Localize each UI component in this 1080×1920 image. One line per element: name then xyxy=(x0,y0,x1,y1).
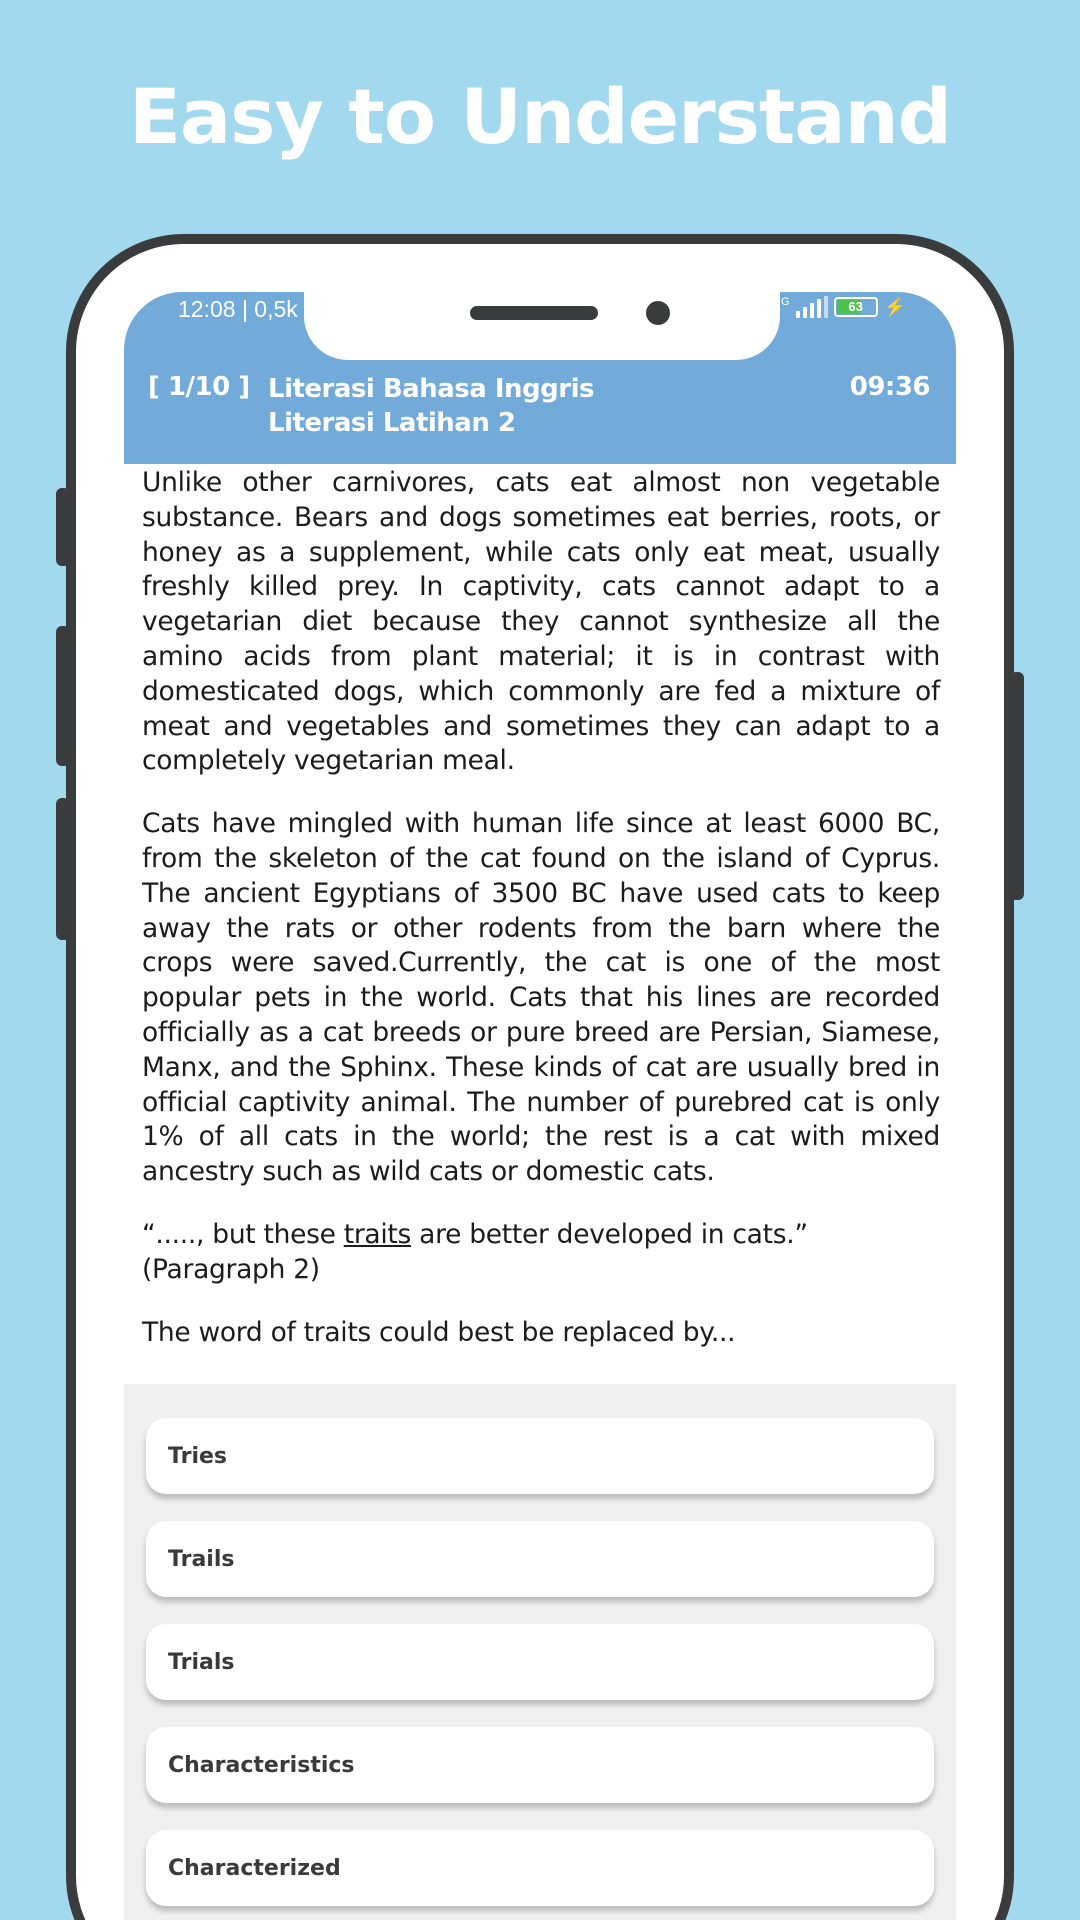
answer-option[interactable]: Trials xyxy=(146,1624,934,1700)
answer-option[interactable]: Characterized xyxy=(146,1830,934,1906)
quote-after: are better developed in cats.” (Paragraph 2) xyxy=(142,1218,808,1285)
app-bar xyxy=(124,362,956,464)
underlined-word: traits xyxy=(343,1218,412,1250)
headline: Easy to Understand xyxy=(128,72,952,161)
signal-icon xyxy=(796,296,828,318)
question-counter: [ 1/10 ] xyxy=(148,372,250,402)
phone-notch xyxy=(304,292,780,360)
passage-paragraph-1: Unlike other carnivores, cats eat almost non vegetable substance. Bears and dogs sometimes eat berries, roots, or honey as a supplement, while cats only eat meat, usually freshly killed prey. In captivity, cats cannot adapt to a vegetarian diet because they cannot synthesize all the amino acids from plant material; it is in contrast with domesticated dogs, which commonly are fed a mixture of meat and vegetables and sometimes they can adapt to a completely vegetarian meal. xyxy=(142,467,940,777)
status-time: 12:08 | 0,5k xyxy=(178,296,298,322)
question-text: The word of traits could best be replaced by... xyxy=(142,1316,736,1348)
quote-before: “....., but these xyxy=(142,1218,344,1250)
quiz-title: Literasi Bahasa Inggris Literasi Latihan 2 xyxy=(268,374,594,438)
answer-option[interactable]: Characteristics xyxy=(146,1727,934,1803)
status-icons xyxy=(781,296,906,318)
quoted-sentence xyxy=(142,1218,940,1288)
question-content xyxy=(124,464,956,1384)
battery-percent: 63 xyxy=(848,299,863,314)
speaker-grille xyxy=(470,306,598,320)
network-type-label: G xyxy=(781,296,790,308)
passage-paragraph-2: Cats have mingled with human life since at least 6000 BC, from the skeleton of the cat found on the island of Cyprus. The ancient Egyptians of 3500 BC have used cats to keep away the rats or other rodents from the barn where the crops were saved.Currently, the cat is one of the most popular pets in the world. Cats that his lines are recorded officially as a cat breeds or pure breed are Persian, Siamese, Manx, and the Sphinx. These kinds of cat are usually bred in official captivity animal. The number of purebred cat is only 1% of all cats in the world; the rest is a cat with mixed ancestry such as wild cats or domestic cats. xyxy=(142,808,940,1188)
answer-option[interactable]: Tries xyxy=(146,1418,934,1494)
answer-options xyxy=(146,1418,934,1920)
phone-screen xyxy=(124,292,956,1920)
battery-icon xyxy=(834,297,878,317)
countdown-timer: 09:36 xyxy=(849,372,930,402)
answer-option[interactable]: Trails xyxy=(146,1521,934,1597)
charging-icon: ⚡ xyxy=(883,296,906,317)
front-camera xyxy=(646,301,670,325)
